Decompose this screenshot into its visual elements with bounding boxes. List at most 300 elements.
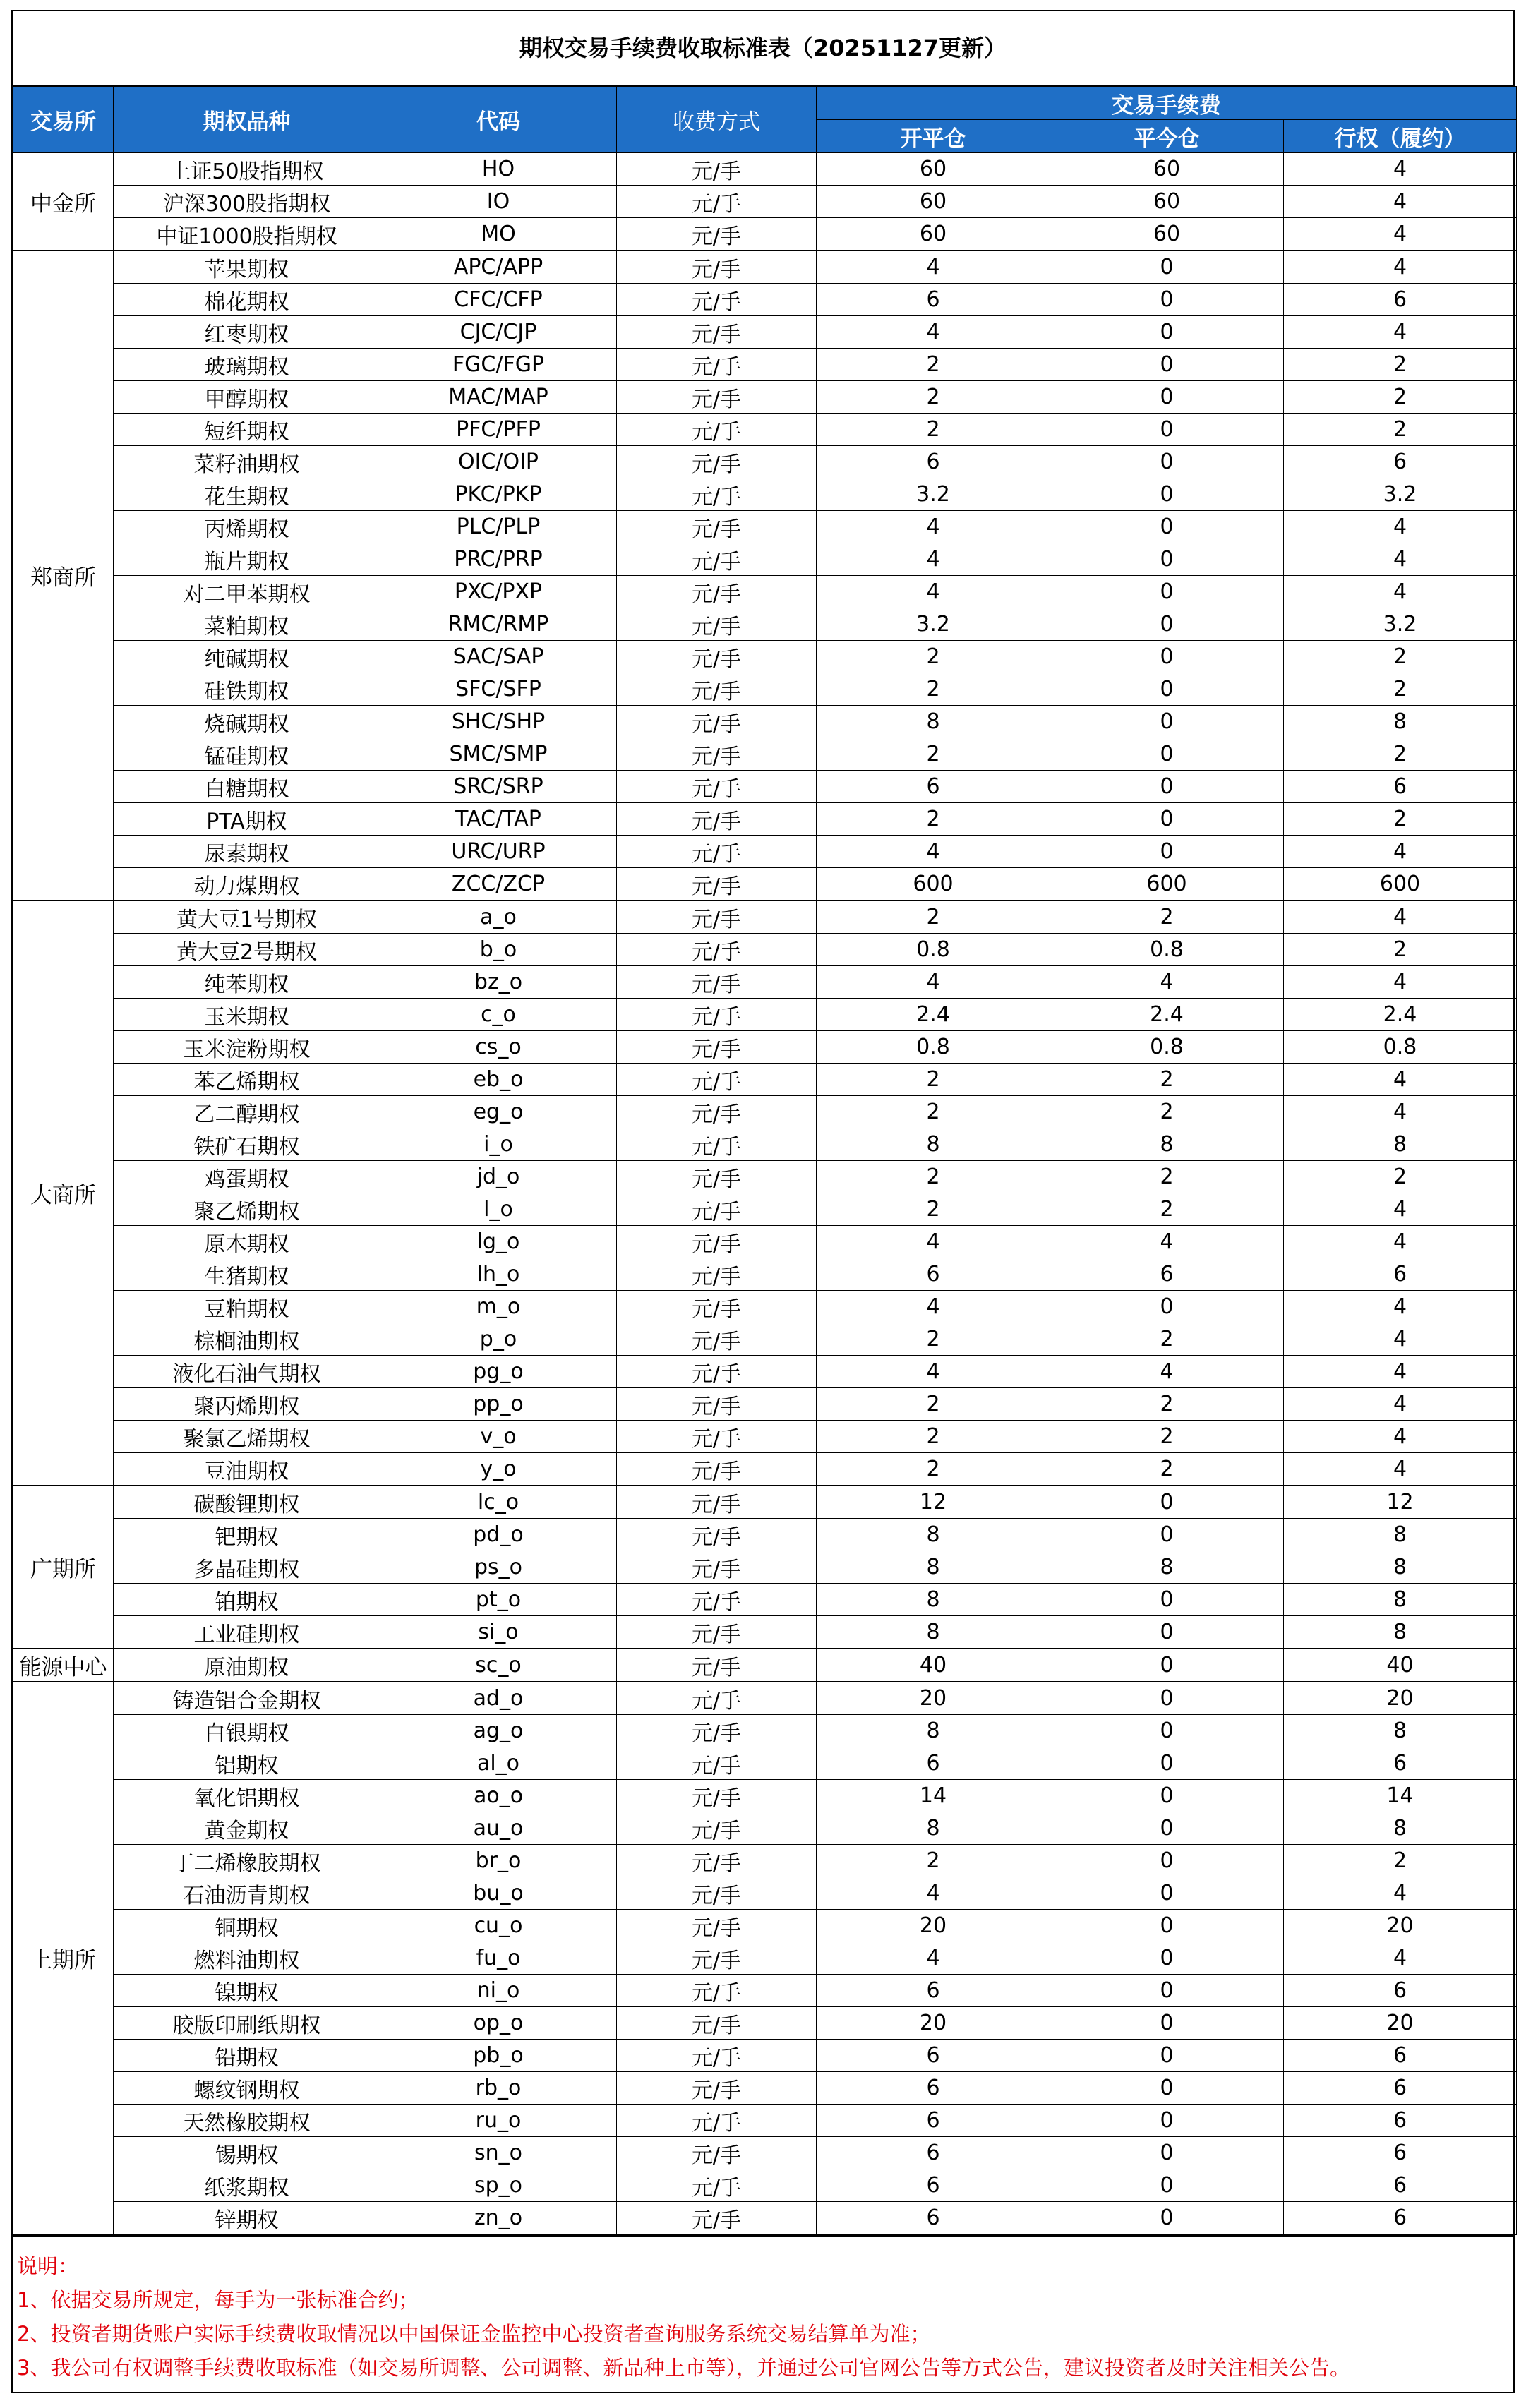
table-row [13,381,1517,414]
exercise-fee-cell: 20 [1284,1910,1517,1942]
method-cell: 元/手 [617,478,817,511]
open-close-fee-cell: 14 [817,1780,1050,1812]
method-cell: 元/手 [617,1096,817,1128]
method-cell: 元/手 [617,934,817,966]
open-close-fee-cell: 20 [817,1682,1050,1715]
close-today-fee-cell: 0 [1050,641,1284,673]
product-cell: 甲醇期权 [114,381,380,414]
close-today-fee-cell: 0 [1050,1584,1284,1616]
open-close-fee-cell: 8 [817,1812,1050,1845]
close-today-fee-cell: 0 [1050,414,1284,446]
open-close-fee-cell: 4 [817,251,1050,284]
table-row [13,706,1517,738]
open-close-fee-cell: 4 [817,836,1050,868]
open-close-fee-cell: 2 [817,1421,1050,1453]
product-cell: 玻璃期权 [114,349,380,381]
product-cell: 玉米期权 [114,999,380,1031]
open-close-fee-cell: 4 [817,1356,1050,1388]
method-cell: 元/手 [617,673,817,706]
method-cell: 元/手 [617,1486,817,1519]
method-cell: 元/手 [617,1193,817,1226]
close-today-fee-cell: 0 [1050,1812,1284,1845]
close-today-fee-cell: 0 [1050,1291,1284,1323]
code-cell: p_o [380,1323,617,1356]
method-cell: 元/手 [617,1128,817,1161]
method-cell: 元/手 [617,1877,817,1910]
code-cell: jd_o [380,1161,617,1193]
exercise-fee-cell: 4 [1284,543,1517,576]
close-today-fee-cell: 0 [1050,1780,1284,1812]
fee-table [13,86,1517,2235]
exercise-fee-cell: 8 [1284,1616,1517,1649]
exercise-fee-cell: 8 [1284,1128,1517,1161]
close-today-fee-cell: 0 [1050,2072,1284,2105]
exercise-fee-cell: 2 [1284,381,1517,414]
exercise-fee-cell: 6 [1284,2137,1517,2169]
table-row [13,738,1517,771]
method-cell: 元/手 [617,1584,817,1616]
method-cell: 元/手 [617,349,817,381]
method-cell: 元/手 [617,2137,817,2169]
open-close-fee-cell: 6 [817,2169,1050,2202]
header-code: 代码 [380,87,617,153]
close-today-fee-cell: 60 [1050,218,1284,251]
table-row [13,1682,1517,1715]
exchange-cell: 上期所 [13,1682,114,2234]
table-row [13,1226,1517,1258]
method-cell: 元/手 [617,1453,817,1486]
exercise-fee-cell: 8 [1284,1715,1517,1747]
method-cell: 元/手 [617,641,817,673]
close-today-fee-cell: 0 [1050,381,1284,414]
method-cell: 元/手 [617,381,817,414]
product-cell: 黄大豆2号期权 [114,934,380,966]
code-cell: pp_o [380,1388,617,1421]
open-close-fee-cell: 4 [817,1226,1050,1258]
open-close-fee-cell: 8 [817,1715,1050,1747]
exercise-fee-cell: 8 [1284,1584,1517,1616]
product-cell: 花生期权 [114,478,380,511]
product-cell: 上证50股指期权 [114,153,380,186]
product-cell: 纯碱期权 [114,641,380,673]
close-today-fee-cell: 8 [1050,1551,1284,1584]
product-cell: 碳酸锂期权 [114,1486,380,1519]
close-today-fee-cell: 2 [1050,1421,1284,1453]
table-row [13,999,1517,1031]
open-close-fee-cell: 3.2 [817,478,1050,511]
method-cell: 元/手 [617,836,817,868]
open-close-fee-cell: 4 [817,316,1050,349]
method-cell: 元/手 [617,1064,817,1096]
exercise-fee-cell: 4 [1284,1291,1517,1323]
table-row [13,1128,1517,1161]
exercise-fee-cell: 2 [1284,1161,1517,1193]
open-close-fee-cell: 4 [817,966,1050,999]
method-cell: 元/手 [617,2105,817,2137]
note-item: 3、我公司有权调整手续费收取标准（如交易所调整、公司调整、新品种上市等），并通过公司官网公告等方式公告，建议投资者及时关注相关公告。 [17,2356,1350,2380]
exercise-fee-cell: 4 [1284,576,1517,608]
method-cell: 元/手 [617,999,817,1031]
method-cell: 元/手 [617,1421,817,1453]
code-cell: cu_o [380,1910,617,1942]
table-row [13,1845,1517,1877]
code-cell: cs_o [380,1031,617,1064]
open-close-fee-cell: 8 [817,1584,1050,1616]
code-cell: pt_o [380,1584,617,1616]
table-row [13,1877,1517,1910]
exercise-fee-cell: 4 [1284,1193,1517,1226]
product-cell: PTA期权 [114,803,380,836]
code-cell: l_o [380,1193,617,1226]
close-today-fee-cell: 4 [1050,966,1284,999]
product-cell: 天然橡胶期权 [114,2105,380,2137]
code-cell: op_o [380,2007,617,2040]
close-today-fee-cell: 600 [1050,868,1284,901]
table-row [13,2137,1517,2169]
product-cell: 中证1000股指期权 [114,218,380,251]
close-today-fee-cell: 0 [1050,284,1284,316]
product-cell: 燃料油期权 [114,1942,380,1975]
open-close-fee-cell: 6 [817,2040,1050,2072]
table-row [13,186,1517,218]
code-cell: SFC/SFP [380,673,617,706]
code-cell: rb_o [380,2072,617,2105]
close-today-fee-cell: 0 [1050,446,1284,478]
method-cell: 元/手 [617,901,817,934]
code-cell: b_o [380,934,617,966]
product-cell: 乙二醇期权 [114,1096,380,1128]
method-cell: 元/手 [617,1942,817,1975]
open-close-fee-cell: 6 [817,284,1050,316]
exercise-fee-cell: 4 [1284,836,1517,868]
code-cell: a_o [380,901,617,934]
close-today-fee-cell: 0 [1050,349,1284,381]
header-method: 收费方式 [617,87,817,153]
close-today-fee-cell: 0 [1050,1747,1284,1780]
code-cell: SMC/SMP [380,738,617,771]
open-close-fee-cell: 2 [817,1388,1050,1421]
close-today-fee-cell: 2 [1050,1096,1284,1128]
method-cell: 元/手 [617,966,817,999]
product-cell: 红枣期权 [114,316,380,349]
exercise-fee-cell: 4 [1284,186,1517,218]
method-cell: 元/手 [617,414,817,446]
method-cell: 元/手 [617,1910,817,1942]
close-today-fee-cell: 0 [1050,1649,1284,1682]
table-row [13,1715,1517,1747]
exercise-fee-cell: 6 [1284,1975,1517,2007]
method-cell: 元/手 [617,2072,817,2105]
open-close-fee-cell: 40 [817,1649,1050,1682]
header-exchange: 交易所 [13,87,114,153]
product-cell: 丙烯期权 [114,511,380,543]
open-close-fee-cell: 4 [817,543,1050,576]
header-open-close: 开平仓 [817,120,1050,153]
exercise-fee-cell: 4 [1284,218,1517,251]
method-cell: 元/手 [617,803,817,836]
exercise-fee-cell: 4 [1284,316,1517,349]
code-cell: ZCC/ZCP [380,868,617,901]
method-cell: 元/手 [617,1519,817,1551]
product-cell: 烧碱期权 [114,706,380,738]
close-today-fee-cell: 0 [1050,1715,1284,1747]
exercise-fee-cell: 6 [1284,2202,1517,2235]
close-today-fee-cell: 0.8 [1050,934,1284,966]
exercise-fee-cell: 2 [1284,673,1517,706]
product-cell: 瓶片期权 [114,543,380,576]
method-cell: 元/手 [617,511,817,543]
table-row [13,478,1517,511]
code-cell: ao_o [380,1780,617,1812]
close-today-fee-cell: 0 [1050,1942,1284,1975]
open-close-fee-cell: 2 [817,641,1050,673]
close-today-fee-cell: 2 [1050,1064,1284,1096]
close-today-fee-cell: 2 [1050,901,1284,934]
code-cell: PFC/PFP [380,414,617,446]
open-close-fee-cell: 2 [817,738,1050,771]
method-cell: 元/手 [617,1161,817,1193]
method-cell: 元/手 [617,1226,817,1258]
open-close-fee-cell: 8 [817,1551,1050,1584]
product-cell: 丁二烯橡胶期权 [114,1845,380,1877]
code-cell: IO [380,186,617,218]
product-cell: 苯乙烯期权 [114,1064,380,1096]
open-close-fee-cell: 2 [817,414,1050,446]
close-today-fee-cell: 0 [1050,1910,1284,1942]
product-cell: 镍期权 [114,1975,380,2007]
product-cell: 原油期权 [114,1649,380,1682]
product-cell: 螺纹钢期权 [114,2072,380,2105]
exercise-fee-cell: 4 [1284,1453,1517,1486]
exercise-fee-cell: 40 [1284,1649,1517,1682]
exercise-fee-cell: 8 [1284,706,1517,738]
table-row [13,349,1517,381]
table-row [13,1258,1517,1291]
product-cell: 铅期权 [114,2040,380,2072]
code-cell: SHC/SHP [380,706,617,738]
table-row [13,2040,1517,2072]
product-cell: 豆粕期权 [114,1291,380,1323]
method-cell: 元/手 [617,1258,817,1291]
exercise-fee-cell: 600 [1284,868,1517,901]
product-cell: 铝期权 [114,1747,380,1780]
table-body [13,153,1517,2235]
close-today-fee-cell: 6 [1050,1258,1284,1291]
code-cell: pb_o [380,2040,617,2072]
method-cell: 元/手 [617,1975,817,2007]
close-today-fee-cell: 0 [1050,608,1284,641]
open-close-fee-cell: 2 [817,381,1050,414]
method-cell: 元/手 [617,1291,817,1323]
product-cell: 纯苯期权 [114,966,380,999]
exercise-fee-cell: 4 [1284,1226,1517,1258]
method-cell: 元/手 [617,2040,817,2072]
table-row [13,934,1517,966]
close-today-fee-cell: 0 [1050,738,1284,771]
table-row [13,2007,1517,2040]
table-row [13,511,1517,543]
product-cell: 胶版印刷纸期权 [114,2007,380,2040]
open-close-fee-cell: 4 [817,1291,1050,1323]
exercise-fee-cell: 6 [1284,2072,1517,2105]
code-cell: RMC/RMP [380,608,617,641]
product-cell: 尿素期权 [114,836,380,868]
open-close-fee-cell: 6 [817,2105,1050,2137]
product-cell: 鸡蛋期权 [114,1161,380,1193]
table-row [13,1388,1517,1421]
open-close-fee-cell: 2 [817,1323,1050,1356]
open-close-fee-cell: 6 [817,1975,1050,2007]
exchange-cell: 能源中心 [13,1649,114,1682]
method-cell: 元/手 [617,1747,817,1780]
product-cell: 动力煤期权 [114,868,380,901]
table-row [13,1421,1517,1453]
exercise-fee-cell: 6 [1284,771,1517,803]
code-cell: al_o [380,1747,617,1780]
code-cell: au_o [380,1812,617,1845]
code-cell: PKC/PKP [380,478,617,511]
close-today-fee-cell: 0 [1050,1975,1284,2007]
table-row [13,284,1517,316]
exercise-fee-cell: 2 [1284,641,1517,673]
product-cell: 白糖期权 [114,771,380,803]
product-cell: 棉花期权 [114,284,380,316]
table-row [13,1780,1517,1812]
header-exercise: 行权（履约） [1284,120,1517,153]
table-row [13,966,1517,999]
code-cell: bz_o [380,966,617,999]
open-close-fee-cell: 60 [817,186,1050,218]
table-row [13,414,1517,446]
table-row [13,1031,1517,1064]
product-cell: 原木期权 [114,1226,380,1258]
table-row [13,1747,1517,1780]
table-row [13,868,1517,901]
method-cell: 元/手 [617,153,817,186]
code-cell: PLC/PLP [380,511,617,543]
code-cell: br_o [380,1845,617,1877]
table-row [13,2169,1517,2202]
method-cell: 元/手 [617,1551,817,1584]
product-cell: 锌期权 [114,2202,380,2235]
table-row [13,1161,1517,1193]
open-close-fee-cell: 6 [817,771,1050,803]
open-close-fee-cell: 2 [817,1161,1050,1193]
close-today-fee-cell: 0 [1050,1877,1284,1910]
product-cell: 铂期权 [114,1584,380,1616]
exercise-fee-cell: 8 [1284,1812,1517,1845]
product-cell: 纸浆期权 [114,2169,380,2202]
method-cell: 元/手 [617,446,817,478]
table-row [13,251,1517,284]
table-row [13,1616,1517,1649]
code-cell: PRC/PRP [380,543,617,576]
table-row [13,1356,1517,1388]
exercise-fee-cell: 8 [1284,1519,1517,1551]
exchange-cell: 中金所 [13,153,114,251]
product-cell: 生猪期权 [114,1258,380,1291]
table-row [13,2202,1517,2235]
method-cell: 元/手 [617,706,817,738]
code-cell: y_o [380,1453,617,1486]
open-close-fee-cell: 6 [817,2072,1050,2105]
product-cell: 铸造铝合金期权 [114,1682,380,1715]
open-close-fee-cell: 2 [817,1064,1050,1096]
open-close-fee-cell: 2 [817,803,1050,836]
close-today-fee-cell: 2 [1050,1193,1284,1226]
exercise-fee-cell: 0.8 [1284,1031,1517,1064]
table-row [13,576,1517,608]
code-cell: sn_o [380,2137,617,2169]
table-row [13,1975,1517,2007]
open-close-fee-cell: 6 [817,2202,1050,2235]
exercise-fee-cell: 2.4 [1284,999,1517,1031]
close-today-fee-cell: 2 [1050,1453,1284,1486]
table-row [13,803,1517,836]
table-row [13,901,1517,934]
table-row [13,1193,1517,1226]
exercise-fee-cell: 4 [1284,1421,1517,1453]
open-close-fee-cell: 4 [817,1942,1050,1975]
method-cell: 元/手 [617,738,817,771]
close-today-fee-cell: 0 [1050,803,1284,836]
product-cell: 短纤期权 [114,414,380,446]
product-cell: 沪深300股指期权 [114,186,380,218]
exercise-fee-cell: 2 [1284,349,1517,381]
code-cell: URC/URP [380,836,617,868]
exercise-fee-cell: 14 [1284,1780,1517,1812]
close-today-fee-cell: 2.4 [1050,999,1284,1031]
method-cell: 元/手 [617,284,817,316]
product-cell: 白银期权 [114,1715,380,1747]
close-today-fee-cell: 4 [1050,1226,1284,1258]
close-today-fee-cell: 4 [1050,1356,1284,1388]
open-close-fee-cell: 2.4 [817,999,1050,1031]
product-cell: 工业硅期权 [114,1616,380,1649]
open-close-fee-cell: 4 [817,1877,1050,1910]
close-today-fee-cell: 60 [1050,153,1284,186]
page-title: 期权交易手续费收取标准表（20251127更新） [13,11,1513,86]
code-cell: ps_o [380,1551,617,1584]
header-close-today: 平今仓 [1050,120,1284,153]
table-row [13,543,1517,576]
close-today-fee-cell: 2 [1050,1323,1284,1356]
open-close-fee-cell: 3.2 [817,608,1050,641]
open-close-fee-cell: 20 [817,1910,1050,1942]
code-cell: i_o [380,1128,617,1161]
close-today-fee-cell: 0 [1050,2007,1284,2040]
close-today-fee-cell: 0 [1050,478,1284,511]
code-cell: PXC/PXP [380,576,617,608]
product-cell: 玉米淀粉期权 [114,1031,380,1064]
exercise-fee-cell: 6 [1284,284,1517,316]
code-cell: MO [380,218,617,251]
method-cell: 元/手 [617,1780,817,1812]
product-cell: 石油沥青期权 [114,1877,380,1910]
product-cell: 钯期权 [114,1519,380,1551]
fee-table-sheet [11,10,1515,2393]
exercise-fee-cell: 2 [1284,414,1517,446]
exercise-fee-cell: 6 [1284,2040,1517,2072]
code-cell: HO [380,153,617,186]
exercise-fee-cell: 20 [1284,2007,1517,2040]
exercise-fee-cell: 8 [1284,1551,1517,1584]
close-today-fee-cell: 2 [1050,1161,1284,1193]
open-close-fee-cell: 6 [817,2137,1050,2169]
code-cell: MAC/MAP [380,381,617,414]
code-cell: APC/APP [380,251,617,284]
close-today-fee-cell: 0 [1050,2040,1284,2072]
